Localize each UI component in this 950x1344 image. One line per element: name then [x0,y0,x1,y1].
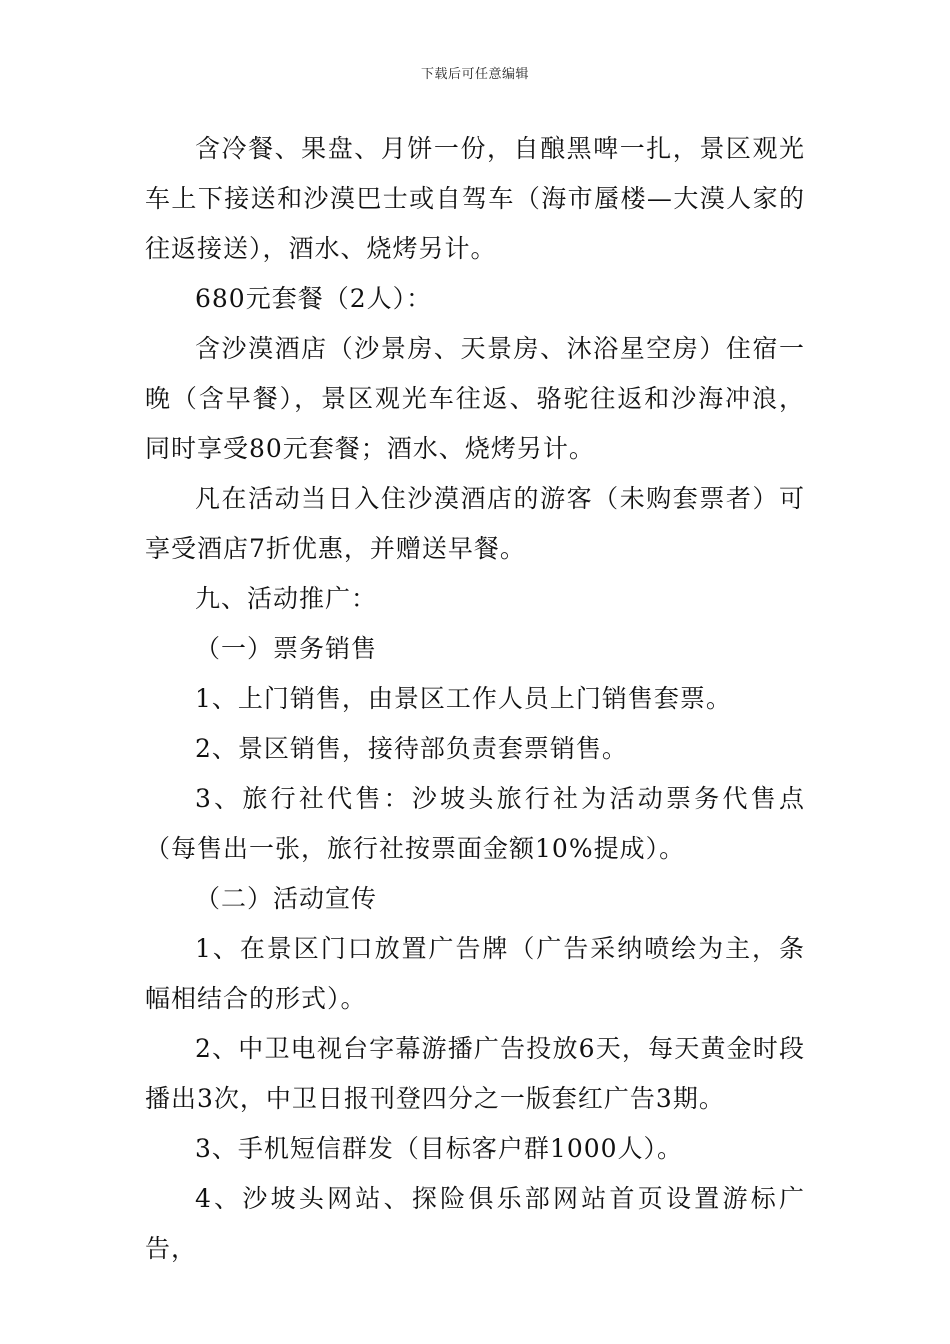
document-body [145,124,805,1274]
page-header: 下载后可任意编辑 [420,67,529,82]
subsection-heading-publicity: （二）活动宣传 [195,884,378,913]
paragraph-680-package-details: 含沙漠酒店（沙景房、天景房、沐浴星空房）住宿一晚（含早餐），景区观光车往返、骆驼往返和沙海冲浪，同时享受80元套餐；酒水、烧烤另计。 [145,334,805,463]
list-item-website-ads: 4、沙坡头网站、探险俱乐部网站首页设置游标广告， [145,1184,805,1263]
list-item-agency-sales: 3、旅行社代售：沙坡头旅行社为活动票务代售点（每售出一张，旅行社按票面金额10%提成）。 [145,784,805,863]
list-item-door-sales: 1、上门销售，由景区工作人员上门销售套票。 [195,684,732,713]
paragraph-meal-package-details: 含冷餐、果盘、月饼一份，自酿黑啤一扎，景区观光车上下接送和沙漠巴士或自驾车（海市蜃楼—大漠人家的往返接送），酒水、烧烤另计。 [145,134,805,263]
subsection-heading-ticket-sales: （一）票务销售 [195,634,378,663]
section-heading-promotion: 九、活动推广： [195,584,378,613]
list-item-sms-broadcast: 3、手机短信群发（目标客户群1000人）。 [195,1134,684,1163]
list-item-billboard: 1、在景区门口放置广告牌（广告采纳喷绘为主，条幅相结合的形式）。 [145,934,805,1013]
paragraph-hotel-discount: 凡在活动当日入住沙漠酒店的游客（未购套票者）可享受酒店7折优惠，并赠送早餐。 [145,484,805,563]
list-item-tv-newspaper-ads: 2、中卫电视台字幕游播广告投放6天，每天黄金时段播出3次，中卫日报刊登四分之一版套红广告3期。 [145,1034,805,1113]
paragraph-680-package-title: 680元套餐（2人）： [195,284,433,313]
list-item-scenic-sales: 2、景区销售，接待部负责套票销售。 [195,734,628,763]
